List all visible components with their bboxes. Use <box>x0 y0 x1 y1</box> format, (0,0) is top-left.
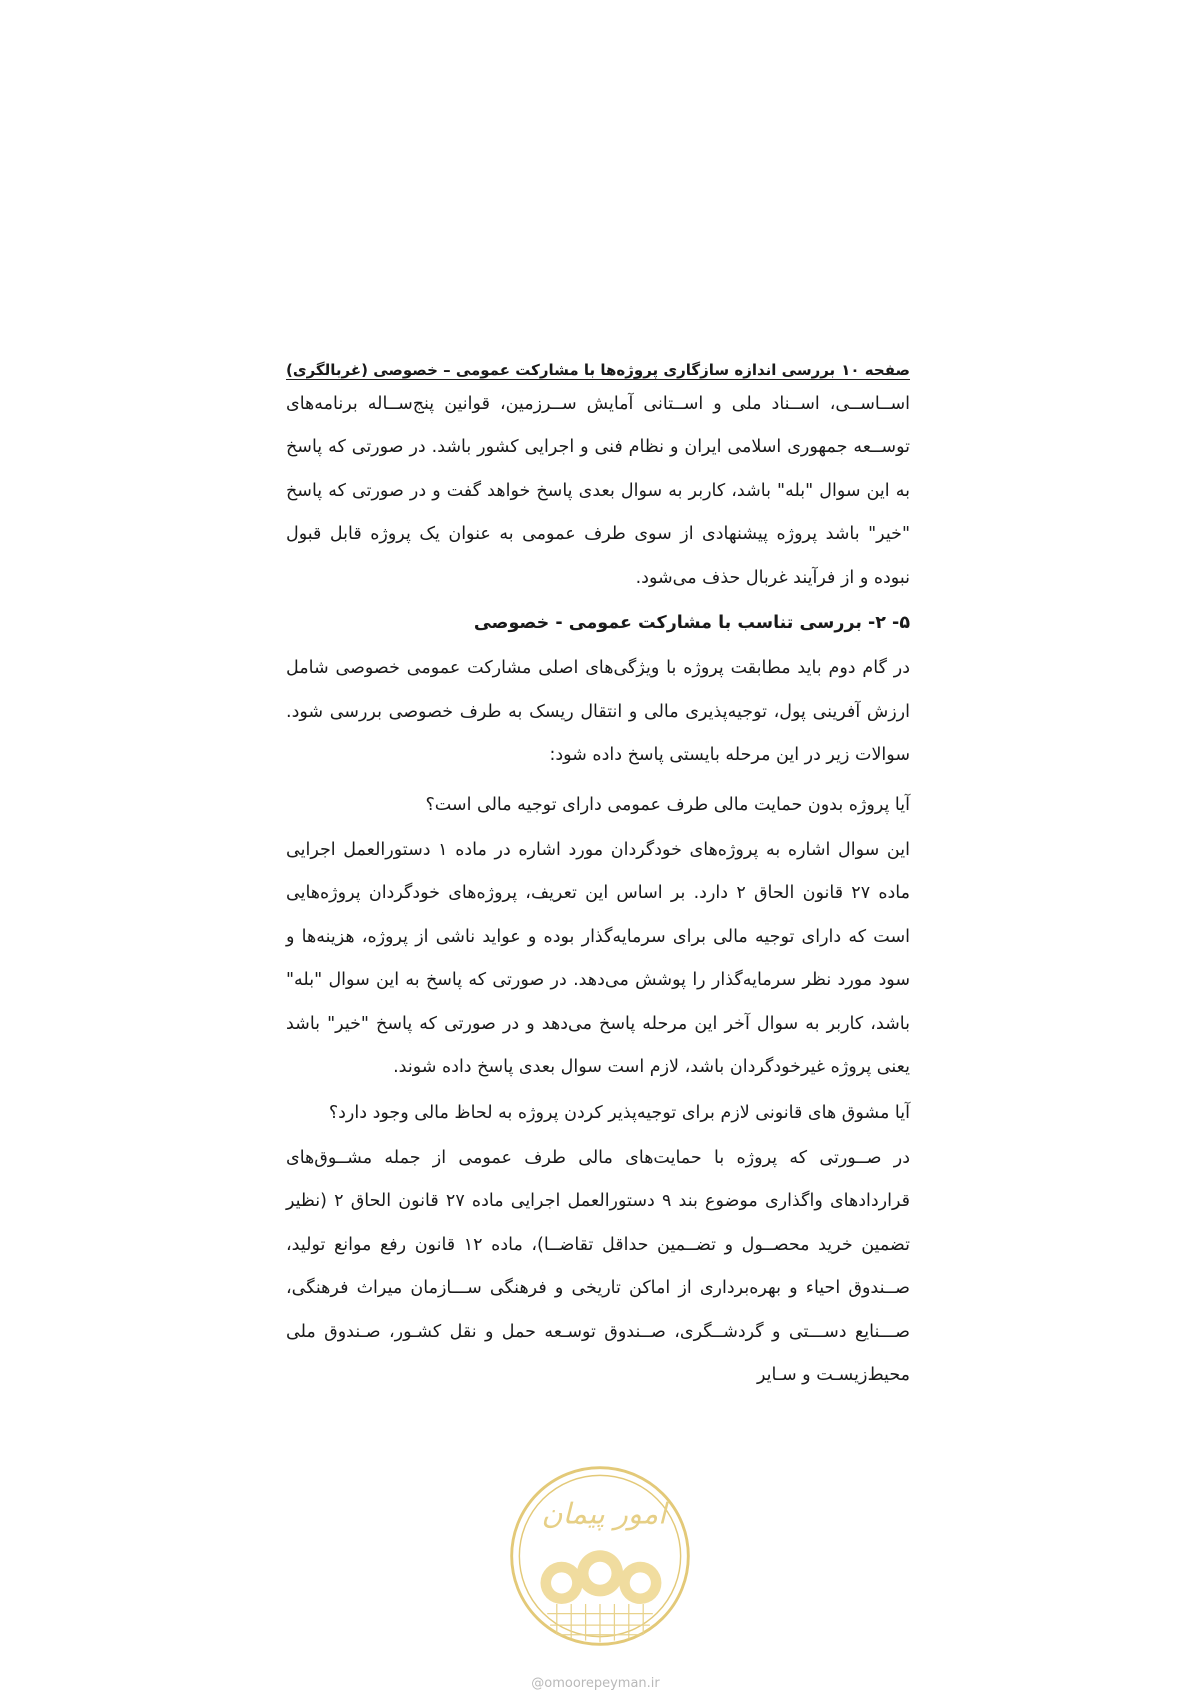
logo-script-text: امور پیمان <box>541 1496 667 1531</box>
page-header <box>286 349 910 379</box>
running-title: بررسی اندازه سازگاری پروژه‌ها با مشارکت عمومی – خصوصی (غربالگری) <box>286 361 836 379</box>
paragraph-self-financing: این سوال اشاره به پروژه‌های خودگردان مورد اشاره در ماده ۱ دستورالعمل اجرایی ماده ۲۷ قانون الحاق ۲ دارد. بر اساس این تعریف، پروژه‌های خودگردان پروژه‌هایی است که دارای توجیه مالی برای سرمایه‌گذار بوده و عواید ناشی از پروژه، هزینه‌ها و سود مورد نظر سرمایه‌گذار را پوشش می‌دهد. در صورتی که پاسخ به این سوال "بله" باشد، کاربر به سوال آخر این مرحله پاسخ می‌دهد و در صورتی که پاسخ "خیر" باشد یعنی پروژه غیرخودگردان باشد، لازم است سوال بعدی پاسخ داده شوند. <box>286 840 911 1078</box>
page-number: صفحه ۱۰ <box>841 361 910 379</box>
seal-logo <box>504 1460 696 1652</box>
paragraph-incentives: در صــورتی که پروژه با حمایت‌های مالی طرف عمومی از جمله مشــوق‌های قراردادهای واگذاری موضوع بند ۹ دستورالعمل اجرایی ماده ۲۷ قانون الحاق ۲ (نظیر تضمین خرید محصــول و تضــمین حداقل تقاضــا)، ماده ۱۲ قانون رفع موانع تولید، صــندوق احیاء و بهره‌برداری از اماکن تاریخی و فرهنگی ســـازمان میراث فرهنگی، صـــنایع دســـتی و گردشــگری، صــندوق توسـعه حمل و نقل کشـور، صـندوق ملی محیط‌زیسـت و سـایر <box>286 1147 910 1385</box>
header-divider <box>286 379 910 380</box>
body-text <box>286 383 910 1397</box>
watermark-url: @omoorepeyman.ir <box>531 1676 660 1691</box>
paragraph-step-two: در گام دوم باید مطابقت پروژه با ویژگی‌های اصلی مشارکت عمومی خصوصی شامل ارزش آفرینی پول، توجیه‌پذیری مالی و انتقال ریسک به طرف خصوصی بررسی شود. سوالات زیر در این مرحله بایستی پاسخ داده شود: <box>286 658 910 766</box>
question-legal-incentives: آیا مشوق های قانونی لازم برای توجیه‌پذیر کردن پروژه به لحاظ مالی وجود دارد؟ <box>328 1102 910 1123</box>
question-financial-justification: آیا پروژه بدون حمایت مالی طرف عمومی دارای توجیه مالی است؟ <box>425 794 910 815</box>
section-heading: ۵- ۲- بررسی تناسب با مشارکت عمومی - خصوصی <box>473 613 910 634</box>
paragraph-continuation: اســاســی، اســناد ملی و اســتانی آمایش ســرزمین، قوانین پنج‌ســاله برنامه‌های توســعه جمهوری اسلامی ایران و نظام فنی و اجرایی کشور باشد. در صورتی که پاسخ به این سوال "بله" باشد، کاربر به سوال بعدی پاسخ خواهد گفت و در صورتی که پاسخ "خیر" باشد پروژه پیشنهادی از سوی طرف عمومی به عنوان یک پروژه قابل قبول نبوده و از فرآیند غربال حذف می‌شود. <box>286 394 910 588</box>
